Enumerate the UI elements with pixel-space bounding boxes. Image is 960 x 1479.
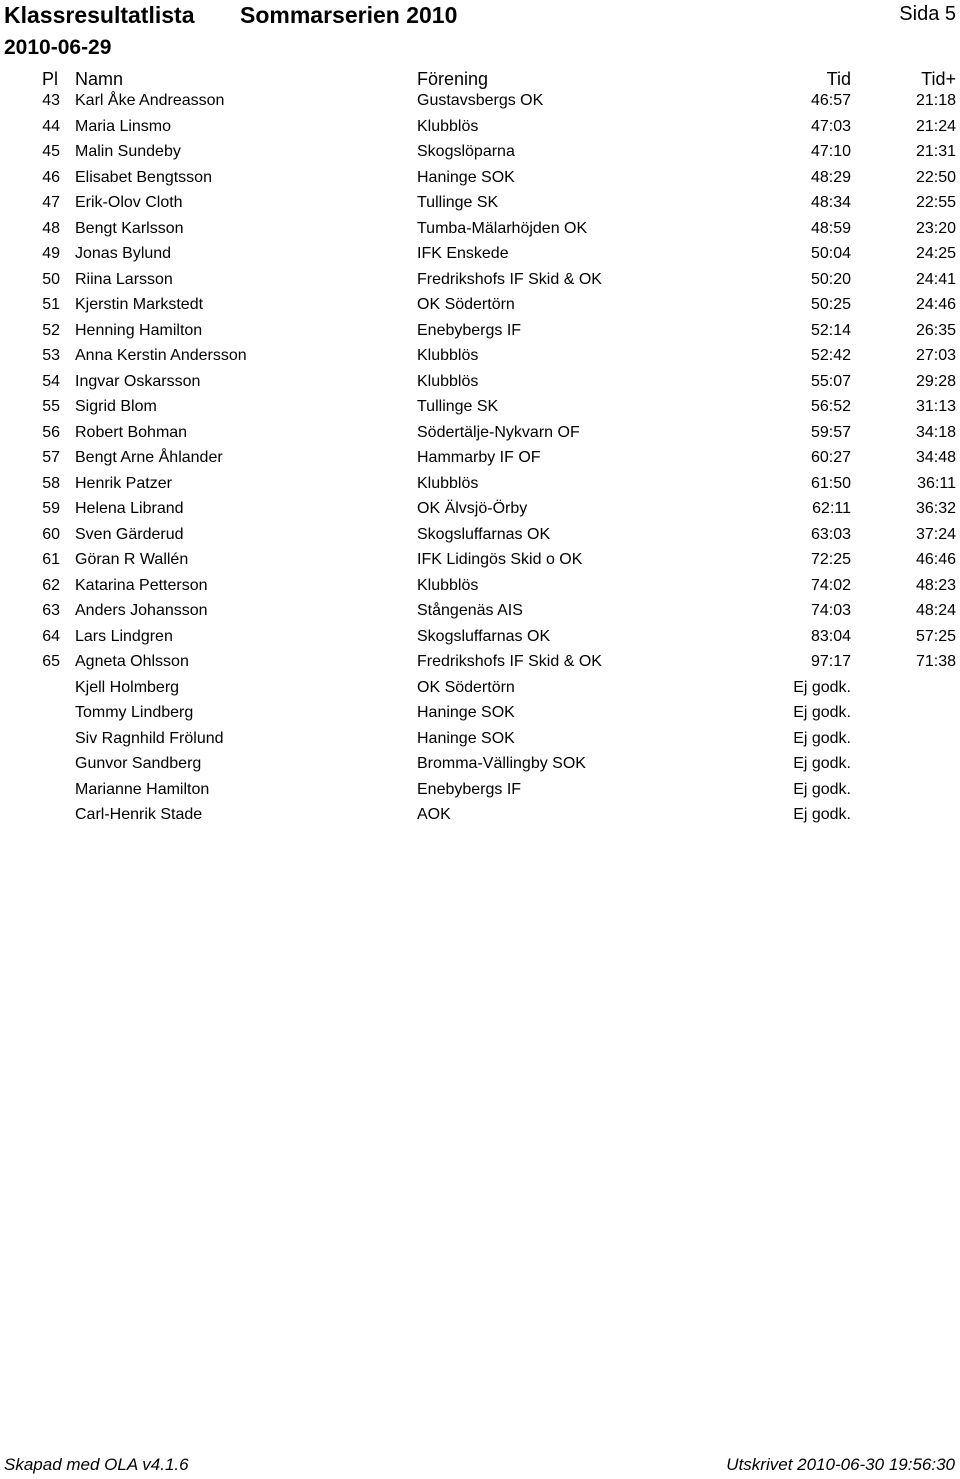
row-name: Göran R Wallén <box>75 551 189 568</box>
row-place: 56 <box>42 423 60 441</box>
row-time: Ej godk. <box>793 755 851 772</box>
table-row <box>0 598 960 624</box>
row-club: Stångenäs AIS <box>417 602 523 619</box>
table-row <box>0 267 960 293</box>
row-time-behind: 36:11 <box>917 474 956 492</box>
row-club: Tullinge SK <box>417 398 499 415</box>
row-time-behind: 27:03 <box>915 347 956 364</box>
row-time-behind: 21:18 <box>915 92 956 109</box>
row-name: Erik-Olov Cloth <box>75 194 183 211</box>
row-name: Carl-Henrik Stade <box>75 806 203 823</box>
row-name: Helena Librand <box>75 500 184 517</box>
row-name: Marianne Hamilton <box>75 780 210 798</box>
row-name: Anna Kerstin Andersson <box>75 347 247 364</box>
row-name: Robert Bohman <box>75 423 188 441</box>
row-name: Maria Linsmo <box>75 117 172 135</box>
row-place: 48 <box>42 219 60 237</box>
row-time: 83:04 <box>810 627 851 645</box>
row-name: Kjerstin Markstedt <box>75 296 204 313</box>
table-row <box>0 190 960 216</box>
row-place: 62 <box>42 576 60 594</box>
list-title: Klassresultatlista <box>4 2 195 28</box>
row-time-behind: 48:23 <box>915 576 956 594</box>
row-name: Siv Ragnhild Frölund <box>75 729 224 747</box>
row-time-behind: 34:18 <box>915 423 956 441</box>
row-time-behind: 24:46 <box>915 296 956 313</box>
row-club: Skogsluffarnas OK <box>417 627 551 645</box>
row-place: 60 <box>42 525 60 543</box>
row-place: 50 <box>42 270 60 288</box>
table-row <box>0 522 960 548</box>
table-row <box>0 573 960 599</box>
row-time-behind: 26:35 <box>915 321 956 339</box>
row-place: 63 <box>42 602 60 619</box>
row-time: 48:29 <box>810 168 851 186</box>
row-place: 59 <box>42 500 60 517</box>
row-time: Ej godk. <box>793 806 851 823</box>
row-name: Henning Hamilton <box>75 321 203 339</box>
row-time-behind: 31:13 <box>915 398 956 415</box>
row-time: 52:42 <box>810 347 851 364</box>
row-club: Södertälje-Nykvarn OF <box>417 423 580 441</box>
row-place: 61 <box>42 551 60 568</box>
results-table <box>0 88 960 828</box>
table-row <box>0 139 960 165</box>
row-time: Ej godk. <box>793 780 851 798</box>
row-club: Klubblös <box>417 576 479 594</box>
row-place: 43 <box>42 92 60 109</box>
row-name: Gunvor Sandberg <box>75 755 202 772</box>
row-time: 50:04 <box>810 245 851 262</box>
row-time: 56:52 <box>810 398 851 415</box>
row-time-behind: 24:25 <box>915 245 956 262</box>
row-time: Ej godk. <box>793 678 851 696</box>
row-name: Malin Sundeby <box>75 143 181 160</box>
row-club: OK Älvsjö-Örby <box>417 500 528 517</box>
footer-printed-at: Utskrivet 2010-06-30 19:56:30 <box>726 1455 955 1474</box>
row-club: Hammarby IF OF <box>417 449 541 466</box>
row-club: AOK <box>417 806 451 823</box>
row-time-behind: 24:41 <box>915 270 956 288</box>
row-club: Haninge SOK <box>417 168 515 186</box>
table-row <box>0 216 960 242</box>
row-time: 60:27 <box>810 449 851 466</box>
row-name: Anders Johansson <box>75 602 208 619</box>
row-place: 57 <box>42 449 60 466</box>
table-row <box>0 165 960 191</box>
row-club: Klubblös <box>417 347 479 364</box>
page-number: Sida 5 <box>899 3 956 25</box>
row-place: 53 <box>42 347 60 364</box>
table-row <box>0 675 960 701</box>
row-place: 65 <box>42 653 60 670</box>
row-club: Enebybergs IF <box>417 321 522 339</box>
row-time-behind: 48:24 <box>915 602 956 619</box>
row-name: Elisabet Bengtsson <box>75 168 212 186</box>
row-time: 50:20 <box>810 270 851 288</box>
row-time: 61:50 <box>810 474 851 492</box>
footer-created-with: Skapad med OLA v4.1.6 <box>4 1455 189 1474</box>
header-name: Namn <box>75 69 124 89</box>
row-time: 50:25 <box>810 296 851 313</box>
table-row <box>0 777 960 803</box>
page-title <box>4 2 458 29</box>
table-row <box>0 751 960 777</box>
table-row <box>0 292 960 318</box>
row-time: 48:34 <box>810 194 851 211</box>
row-time-behind: 57:25 <box>915 627 956 645</box>
row-place: 49 <box>42 245 60 262</box>
row-club: Skogsluffarnas OK <box>417 525 551 543</box>
row-time: 74:03 <box>810 602 851 619</box>
row-club: Klubblös <box>417 474 479 492</box>
row-time-behind: 22:55 <box>915 194 956 211</box>
row-club: Tumba-Mälarhöjden OK <box>417 219 588 237</box>
table-row <box>0 471 960 497</box>
row-time: Ej godk. <box>793 729 851 747</box>
table-row <box>0 88 960 114</box>
row-club: Klubblös <box>417 372 479 390</box>
row-time: 59:57 <box>810 423 851 441</box>
series-title: Sommarserien 2010 <box>240 2 458 28</box>
table-row <box>0 369 960 395</box>
row-time: 74:02 <box>810 576 851 594</box>
row-place: 64 <box>42 627 60 645</box>
row-name: Lars Lindgren <box>75 627 173 645</box>
row-time-behind: 36:32 <box>915 500 956 517</box>
table-row <box>0 394 960 420</box>
row-time-behind: 71:38 <box>915 653 956 670</box>
table-row <box>0 547 960 573</box>
row-time-behind: 22:50 <box>915 168 956 186</box>
row-time: 48:59 <box>810 219 851 237</box>
table-row <box>0 420 960 446</box>
row-time-behind: 34:48 <box>915 449 956 466</box>
row-place: 47 <box>42 194 60 211</box>
event-date: 2010-06-29 <box>4 36 112 59</box>
row-place: 54 <box>42 372 60 390</box>
row-name: Kjell Holmberg <box>75 678 180 696</box>
table-row <box>0 445 960 471</box>
row-time: Ej godk. <box>793 704 851 721</box>
row-club: Bromma-Vällingby SOK <box>417 755 586 772</box>
row-place: 55 <box>42 398 60 415</box>
table-row <box>0 726 960 752</box>
row-time: 97:17 <box>810 653 851 670</box>
row-club: OK Södertörn <box>417 678 515 696</box>
row-club: IFK Enskede <box>417 245 509 262</box>
row-time: 63:03 <box>810 525 851 543</box>
row-time-behind: 46:46 <box>915 551 956 568</box>
row-name: Sven Gärderud <box>75 525 184 543</box>
row-club: IFK Lidingös Skid o OK <box>417 551 583 568</box>
row-name: Bengt Karlsson <box>75 219 184 237</box>
row-club: Tullinge SK <box>417 194 499 211</box>
row-time: 52:14 <box>810 321 851 339</box>
row-name: Jonas Bylund <box>75 245 172 262</box>
row-place: 58 <box>42 474 60 492</box>
row-club: Haninge SOK <box>417 729 515 747</box>
row-place: 52 <box>42 321 60 339</box>
row-time: 55:07 <box>810 372 851 390</box>
row-club: Haninge SOK <box>417 704 515 721</box>
row-time-behind: 23:20 <box>915 219 956 237</box>
row-place: 44 <box>42 117 60 135</box>
header-time: Tid <box>826 69 851 89</box>
row-name: Katarina Petterson <box>75 576 208 594</box>
table-row <box>0 649 960 675</box>
row-time: 47:10 <box>810 143 851 160</box>
row-club: Enebybergs IF <box>417 780 522 798</box>
row-name: Henrik Patzer <box>75 474 172 492</box>
row-name: Riina Larsson <box>75 270 173 288</box>
row-club: Fredrikshofs IF Skid & OK <box>417 270 602 288</box>
row-time: 46:57 <box>810 92 851 109</box>
row-time: 47:03 <box>810 117 851 135</box>
row-time-behind: 37:24 <box>915 525 956 543</box>
row-club: Fredrikshofs IF Skid & OK <box>417 653 602 670</box>
row-place: 46 <box>42 168 60 186</box>
table-row <box>0 343 960 369</box>
row-time-behind: 21:24 <box>915 117 956 135</box>
row-name: Tommy Lindberg <box>75 704 194 721</box>
table-row <box>0 241 960 267</box>
row-time-behind: 29:28 <box>915 372 956 390</box>
row-time-behind: 21:31 <box>915 143 956 160</box>
table-row <box>0 114 960 140</box>
table-row <box>0 802 960 828</box>
header-place: Pl <box>42 69 59 89</box>
table-row <box>0 624 960 650</box>
row-time: 62:11 <box>812 500 851 517</box>
header-club: Förening <box>417 69 489 89</box>
row-place: 45 <box>42 143 60 160</box>
table-row <box>0 700 960 726</box>
row-name: Karl Åke Andreasson <box>75 92 225 109</box>
row-name: Bengt Arne Åhlander <box>75 449 223 466</box>
table-row <box>0 496 960 522</box>
row-club: Skogslöparna <box>417 143 515 160</box>
row-club: Klubblös <box>417 117 479 135</box>
row-club: OK Södertörn <box>417 296 515 313</box>
row-name: Agneta Ohlsson <box>75 653 189 670</box>
table-row <box>0 318 960 344</box>
row-name: Ingvar Oskarsson <box>75 372 201 390</box>
row-club: Gustavsbergs OK <box>417 92 544 109</box>
row-name: Sigrid Blom <box>75 398 157 415</box>
header-time-behind: Tid+ <box>921 69 956 89</box>
row-time: 72:25 <box>810 551 851 568</box>
row-place: 51 <box>42 296 60 313</box>
